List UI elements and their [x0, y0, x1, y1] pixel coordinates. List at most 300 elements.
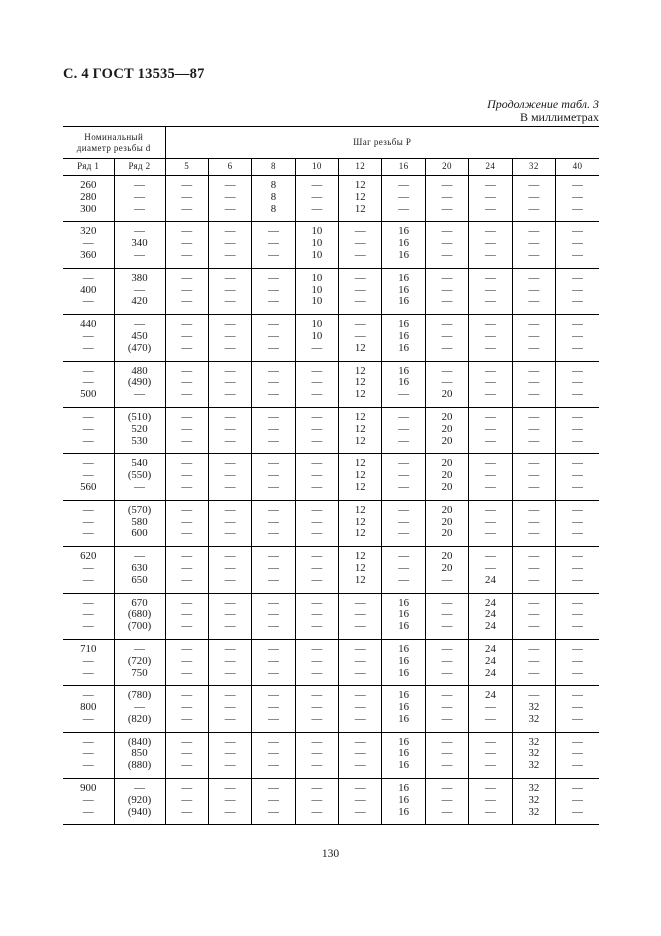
series2-cell — [114, 268, 165, 314]
table-cell-value: 16 — [398, 793, 410, 806]
pitch-cell — [425, 639, 468, 685]
table-cell-value: 16 — [398, 666, 410, 679]
pitch-cell — [295, 639, 338, 685]
table-cell-value: 32 — [528, 712, 540, 725]
table-cell-value: — — [224, 620, 236, 633]
table-cell-value: — — [82, 793, 94, 806]
table-cell-value: — — [441, 689, 453, 702]
pitch-column-header: 32 — [512, 159, 555, 176]
table-cell-value: — — [354, 654, 366, 667]
table-cell-value: 380 — [131, 271, 148, 284]
pitch-cell — [469, 686, 512, 732]
pitch-cell — [556, 547, 599, 593]
table-cell-value: — — [82, 457, 94, 470]
table-cell-value: — — [82, 237, 94, 250]
table-cell-value: 260 — [80, 179, 97, 191]
table-cell-value: — — [572, 388, 583, 401]
table-cell-value: — — [268, 341, 279, 354]
pitch-column-header: 10 — [295, 159, 338, 176]
table-cell-value: — — [441, 341, 453, 354]
table-cell-value: — — [311, 712, 323, 725]
series1-cell — [63, 500, 114, 546]
table-cell-value: (940) — [127, 805, 152, 818]
table-cell-value: — — [181, 364, 193, 377]
table-row-group — [63, 593, 599, 639]
table-cell-value: — — [528, 434, 540, 447]
table-cell-value: — — [268, 712, 279, 725]
table-cell-value: — — [268, 642, 279, 655]
table-cell-value: 16 — [398, 689, 410, 702]
table-cell-value: — — [311, 596, 323, 609]
table-cell-value: — — [441, 596, 453, 609]
table-row-group — [63, 454, 599, 500]
table-cell-value: 16 — [398, 654, 410, 667]
table-row-group — [63, 361, 599, 407]
table-cell-value: — — [485, 410, 496, 423]
pitch-cell — [295, 547, 338, 593]
series2-cell — [114, 361, 165, 407]
pitch-cell — [295, 593, 338, 639]
table-cell-value: — — [572, 793, 583, 806]
series2-cell — [114, 593, 165, 639]
table-cell-value: — — [528, 654, 540, 667]
pitch-cell — [425, 407, 468, 453]
pitch-cell — [556, 176, 599, 222]
table-cell-value: — — [572, 735, 583, 748]
table-cell-value: 20 — [441, 410, 453, 423]
table-cell-value: — — [82, 434, 94, 447]
pitch-cell — [252, 407, 295, 453]
pitch-column-header: 20 — [425, 159, 468, 176]
series1-cell — [63, 732, 114, 778]
pitch-cell — [512, 176, 555, 222]
pitch-cell — [295, 315, 338, 361]
table-cell-value: — — [224, 295, 236, 308]
table-cell-value: — — [82, 422, 94, 435]
pitch-cell — [382, 779, 425, 825]
pitch-cell — [425, 268, 468, 314]
table-cell-value: — — [485, 271, 496, 284]
table-cell-value: — — [398, 190, 410, 203]
pitch-cell — [382, 268, 425, 314]
table-cell-value: (570) — [127, 503, 152, 516]
pitch-cell — [512, 407, 555, 453]
table-cell-value: — — [224, 388, 236, 401]
table-cell-value: — — [485, 515, 496, 528]
table-cell-value: — — [572, 190, 583, 203]
table-cell-value: — — [224, 271, 236, 284]
table-cell-value: — — [268, 793, 279, 806]
table-cell-value: — — [354, 620, 366, 633]
series1-cell — [63, 779, 114, 825]
table-cell-value: — — [82, 747, 94, 760]
table-cell-value: 670 — [131, 596, 148, 609]
table-cell-value: 560 — [80, 480, 97, 493]
pitch-cell — [339, 454, 382, 500]
pitch-cell — [165, 779, 208, 825]
table-cell-value: — — [268, 237, 279, 250]
table-cell-value: 480 — [131, 364, 148, 377]
pitch-cell — [252, 686, 295, 732]
table-row-group — [63, 547, 599, 593]
table-cell-value: (840) — [127, 735, 152, 748]
table-cell-value: — — [224, 202, 236, 215]
pitch-cell — [208, 593, 251, 639]
table-cell-value: — — [354, 237, 366, 250]
table-cell-value: — — [572, 573, 583, 586]
pitch-cell — [295, 454, 338, 500]
table-cell-value: — — [181, 608, 193, 621]
table-cell-value: — — [572, 689, 583, 702]
pitch-cell — [208, 500, 251, 546]
table-cell-value: — — [268, 434, 279, 447]
table-cell-value: — — [224, 642, 236, 655]
table-cell-value: — — [134, 202, 145, 215]
table-cell-value: — — [311, 759, 323, 772]
pitch-cell — [339, 315, 382, 361]
table-cell-value: 440 — [80, 318, 97, 331]
table-cell-value: 16 — [398, 295, 410, 308]
table-cell-value: — — [134, 388, 145, 401]
table-cell-value: — — [134, 190, 145, 203]
table-cell-value: — — [181, 689, 193, 702]
table-cell-value: — — [354, 271, 366, 284]
table-cell-value: — — [572, 654, 583, 667]
series2-cell — [114, 500, 165, 546]
table-cell-value: — — [441, 202, 453, 215]
table-cell-value: — — [398, 527, 410, 540]
pitch-cell — [252, 500, 295, 546]
table-continuation-note — [487, 98, 599, 124]
table-cell-value: — — [181, 759, 193, 772]
pitch-column-header: 5 — [165, 159, 208, 176]
pitch-cell — [382, 454, 425, 500]
table-cell-value: — — [224, 422, 236, 435]
table-cell-value: 24 — [485, 608, 496, 621]
table-cell-value: — — [485, 318, 496, 331]
pitch-cell — [425, 361, 468, 407]
table-cell-value: — — [528, 620, 540, 633]
table-cell-value: — — [528, 179, 540, 191]
table-cell-value: 32 — [528, 793, 540, 806]
table-cell-value: — — [224, 318, 236, 331]
table-cell-value: 16 — [398, 283, 410, 296]
table-cell-value: — — [268, 329, 279, 342]
table-cell-value: — — [82, 469, 94, 482]
pitch-cell — [208, 779, 251, 825]
table-cell-value: — — [181, 318, 193, 331]
table-cell-value: 32 — [528, 701, 540, 714]
table-cell-value: 12 — [354, 388, 366, 401]
table-cell-value: 16 — [398, 608, 410, 621]
table-cell-value: — — [224, 550, 236, 563]
table-cell-value: — — [528, 469, 540, 482]
table-cell-value: — — [528, 527, 540, 540]
table-cell-value: — — [354, 329, 366, 342]
table-cell-value: — — [224, 805, 236, 818]
table-cell-value: — — [528, 341, 540, 354]
table-cell-value: — — [572, 701, 583, 714]
table-cell-value: — — [311, 620, 323, 633]
table-cell-value: — — [181, 202, 193, 215]
table-cell-value: — — [398, 561, 410, 574]
table-cell-value: 16 — [398, 712, 410, 725]
pitch-cell — [382, 500, 425, 546]
pitch-cell — [469, 222, 512, 268]
pitch-cell — [512, 547, 555, 593]
pitch-cell — [425, 222, 468, 268]
table-cell-value: — — [528, 271, 540, 284]
table-cell-value: — — [311, 747, 323, 760]
pitch-cell — [165, 454, 208, 500]
table-row-group — [63, 315, 599, 361]
table-cell-value: — — [572, 561, 583, 574]
pitch-cell — [556, 779, 599, 825]
table-cell-value: 710 — [80, 642, 97, 655]
table-cell-value: — — [311, 503, 323, 516]
table-cell-value: — — [268, 283, 279, 296]
table-cell-value: 20 — [441, 388, 453, 401]
series2-cell — [114, 315, 165, 361]
table-cell-value: — — [181, 283, 193, 296]
pitch-cell — [339, 732, 382, 778]
table-cell-value: — — [181, 179, 193, 191]
pitch-cell — [382, 547, 425, 593]
table-cell-value: 580 — [131, 515, 148, 528]
table-cell-value: — — [82, 666, 94, 679]
table-cell-value: 360 — [80, 248, 97, 261]
table-cell-value: — — [311, 550, 323, 563]
table-cell-value: — — [311, 666, 323, 679]
pitch-cell — [165, 732, 208, 778]
table-cell-value: — — [528, 329, 540, 342]
series-header: Ряд 1 — [63, 159, 114, 176]
table-cell-value: — — [485, 457, 496, 470]
pitch-cell — [339, 779, 382, 825]
pitch-cell — [382, 732, 425, 778]
table-cell-value: — — [224, 596, 236, 609]
table-cell-value: — — [181, 654, 193, 667]
table-cell-value: — — [485, 527, 496, 540]
table-cell-value: — — [181, 712, 193, 725]
table-cell-value: — — [224, 341, 236, 354]
pitch-cell — [339, 407, 382, 453]
table-row-group — [63, 222, 599, 268]
table-cell-value: 16 — [398, 329, 410, 342]
table-cell-value: — — [354, 701, 366, 714]
pitch-cell — [512, 779, 555, 825]
pitch-cell — [556, 222, 599, 268]
pitch-cell — [165, 315, 208, 361]
pitch-cell — [252, 779, 295, 825]
pitch-cell — [425, 593, 468, 639]
table-cell-value: — — [528, 573, 540, 586]
table-cell-value: — — [181, 410, 193, 423]
pitch-cell — [165, 500, 208, 546]
pitch-cell — [512, 268, 555, 314]
table-cell-value: — — [441, 329, 453, 342]
table-cell-value: — — [224, 225, 236, 238]
table-cell-value: — — [268, 469, 279, 482]
table-cell-value: 16 — [398, 271, 410, 284]
table-cell-value: — — [398, 457, 410, 470]
pitch-cell — [469, 454, 512, 500]
table-cell-value: — — [82, 735, 94, 748]
pitch-cell — [165, 593, 208, 639]
table-cell-value: — — [354, 318, 366, 331]
units-label: В миллиметрах — [519, 110, 599, 124]
table-cell-value: — — [354, 608, 366, 621]
pitch-cell — [208, 315, 251, 361]
pitch-cell — [512, 639, 555, 685]
table-cell-value: — — [224, 759, 236, 772]
table-cell-value: — — [311, 561, 323, 574]
table-cell-value: — — [485, 329, 496, 342]
table-cell-value: 750 — [131, 666, 148, 679]
table-cell-value: — — [398, 469, 410, 482]
table-cell-value: — — [181, 469, 193, 482]
table-cell-value: 420 — [131, 295, 148, 308]
pitch-column-header: 16 — [382, 159, 425, 176]
table-cell-value: — — [572, 480, 583, 493]
table-cell-value: 16 — [398, 364, 410, 377]
table-cell-value: — — [572, 457, 583, 470]
table-cell-value: — — [441, 271, 453, 284]
table-cell-value: — — [441, 295, 453, 308]
pitch-cell — [469, 500, 512, 546]
table-cell-value: 20 — [441, 422, 453, 435]
table-cell-value: — — [572, 295, 583, 308]
pitch-cell — [556, 732, 599, 778]
table-cell-value: — — [354, 689, 366, 702]
table-cell-value: — — [311, 527, 323, 540]
pitch-cell — [295, 268, 338, 314]
table-cell-value: — — [572, 782, 583, 795]
pitch-cell — [339, 500, 382, 546]
pitch-cell — [556, 268, 599, 314]
table-cell-value: 500 — [80, 388, 97, 401]
pitch-cell — [208, 639, 251, 685]
pitch-cell — [512, 500, 555, 546]
pitch-cell — [469, 779, 512, 825]
series1-cell — [63, 222, 114, 268]
table-cell-value: — — [485, 341, 496, 354]
table-cell-value: — — [485, 237, 496, 250]
table-cell-value: — — [441, 620, 453, 633]
table-cell-value: — — [181, 515, 193, 528]
table-cell-value: — — [572, 666, 583, 679]
table-cell-value: — — [528, 596, 540, 609]
pitch-cell — [382, 686, 425, 732]
table-cell-value: — — [441, 225, 453, 238]
pitch-cell — [208, 454, 251, 500]
series1-cell — [63, 593, 114, 639]
table-cell-value: — — [224, 434, 236, 447]
table-cell-value: — — [134, 701, 145, 714]
table-cell-value: — — [268, 550, 279, 563]
table-cell-value: — — [268, 248, 279, 261]
table-cell-value: 24 — [485, 666, 496, 679]
table-cell-value: 16 — [398, 805, 410, 818]
table-cell-value: — — [485, 283, 496, 296]
table-cell-value: — — [224, 735, 236, 748]
table-cell-value: — — [311, 190, 323, 203]
table-cell-value: 32 — [528, 759, 540, 772]
table-cell-value: — — [82, 654, 94, 667]
table-row-group — [63, 268, 599, 314]
table-cell-value: (470) — [127, 341, 152, 354]
pitch-cell — [556, 361, 599, 407]
table-cell-value: — — [224, 793, 236, 806]
pitch-cell — [295, 407, 338, 453]
pitch-cell — [556, 315, 599, 361]
pitch-cell — [556, 500, 599, 546]
table-cell-value: 280 — [80, 190, 97, 203]
table-cell-value: — — [134, 318, 145, 331]
table-cell-value: — — [528, 202, 540, 215]
table-cell-value: — — [485, 469, 496, 482]
series2-cell — [114, 686, 165, 732]
table-cell-value: — — [398, 422, 410, 435]
table-cell-value: — — [572, 364, 583, 377]
pitch-cell — [425, 686, 468, 732]
table-cell-value: — — [181, 248, 193, 261]
table-cell-value: — — [224, 283, 236, 296]
table-cell-value: — — [485, 179, 496, 191]
table-cell-value: — — [572, 329, 583, 342]
table-cell-value: — — [441, 642, 453, 655]
table-cell-value: — — [82, 364, 94, 377]
pitch-cell — [339, 639, 382, 685]
pitch-cell — [425, 779, 468, 825]
pitch-cell — [425, 176, 468, 222]
table-cell-value: (490) — [127, 376, 152, 389]
table-cell-value: — — [441, 376, 453, 389]
table-cell-value: — — [82, 515, 94, 528]
pitch-cell — [252, 176, 295, 222]
table-cell-value: 620 — [80, 550, 97, 563]
table-cell-value: — — [398, 573, 410, 586]
table-cell-value: — — [485, 388, 496, 401]
table-cell-value: — — [441, 179, 453, 191]
table-cell-value: — — [181, 642, 193, 655]
table-cell-value: — — [311, 469, 323, 482]
table-cell-value: 16 — [398, 642, 410, 655]
table-cell-value: (680) — [127, 608, 152, 621]
table-cell-value: — — [354, 793, 366, 806]
table-cell-value: — — [572, 248, 583, 261]
table-cell-value: — — [572, 527, 583, 540]
table-cell-value: 10 — [311, 295, 323, 308]
table-cell-value: — — [485, 793, 496, 806]
pitch-cell — [425, 500, 468, 546]
pitch-cell — [252, 268, 295, 314]
table-cell-value: — — [82, 759, 94, 772]
series2-cell — [114, 222, 165, 268]
table-cell-value: 800 — [80, 701, 97, 714]
table-cell-value: 340 — [131, 237, 148, 250]
table-cell-value: — — [268, 388, 279, 401]
pitch-cell — [556, 454, 599, 500]
table-cell-value: — — [82, 527, 94, 540]
table-cell-value: 520 — [131, 422, 148, 435]
pitch-column-header: 8 — [252, 159, 295, 176]
series1-cell — [63, 268, 114, 314]
table-cell-value: — — [528, 410, 540, 423]
table-cell-value: — — [268, 701, 279, 714]
table-cell-value: (880) — [127, 759, 152, 772]
table-cell-value: — — [311, 654, 323, 667]
